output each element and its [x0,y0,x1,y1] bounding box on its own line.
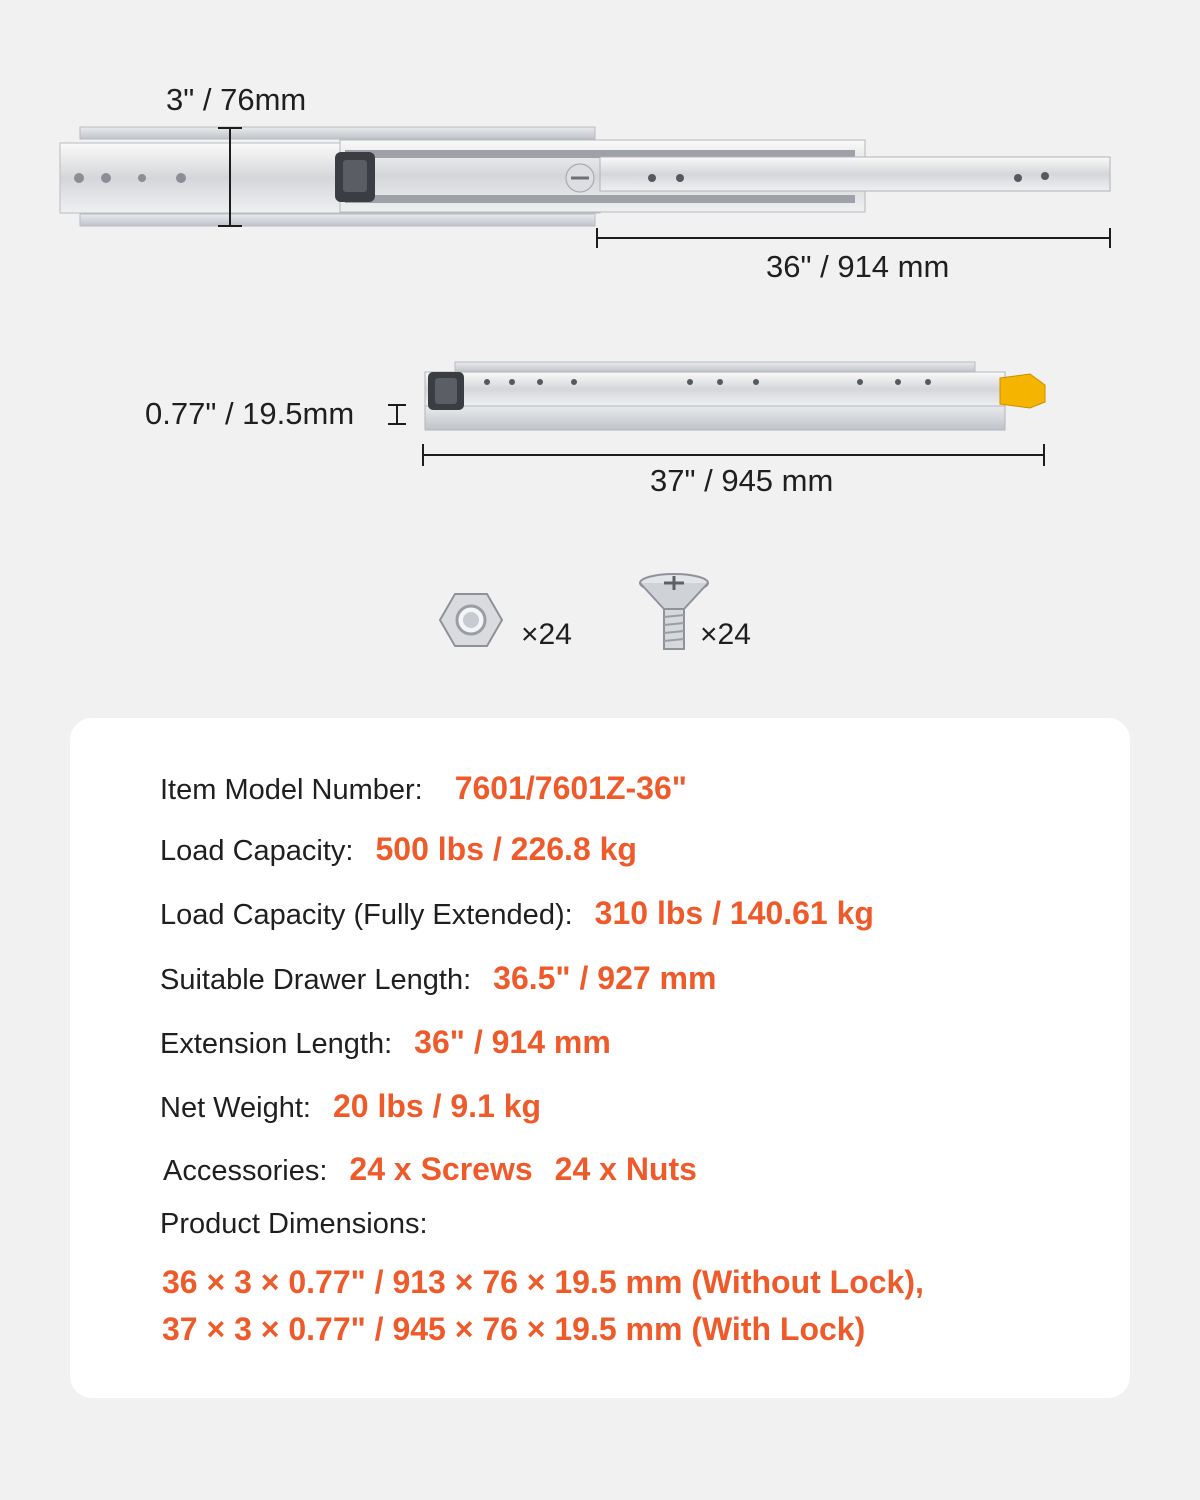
spec-value: 36.5" / 927 mm [493,960,717,996]
spec-label: Suitable Drawer Length: [160,964,472,996]
product-dimensions-with-lock: 37 × 3 × 0.77" / 945 × 76 × 19.5 mm (With Lock) [162,1311,866,1347]
height-dimension-label: 3" / 76mm [166,82,307,117]
accessories-nuts-value: 24 x Nuts [554,1151,697,1187]
spec-value: 310 lbs / 140.61 kg [594,895,874,931]
extension-dimension-label: 36" / 914 mm [766,249,950,284]
spec-row-load-capacity [160,831,637,868]
spec-value: 500 lbs / 226.8 kg [375,831,637,867]
screw-quantity: ×24 [700,618,751,651]
nut-quantity: ×24 [521,618,572,651]
spec-value: 7601/7601Z-36" [454,770,687,806]
spec-label: Extension Length: [160,1028,393,1060]
accessories-screws-value: 24 x Screws [349,1151,533,1187]
spec-row-accessories [163,1151,697,1188]
spec-row-drawer-length [160,960,716,997]
spec-label: Net Weight: [160,1092,311,1124]
spec-label: Item Model Number: [160,774,423,806]
length-dimension-label: 37" / 945 mm [650,463,834,498]
spec-row-product-dimensions [160,1208,428,1241]
specifications-card [70,718,1130,1398]
thickness-dimension-label: 0.77" / 19.5mm [145,396,355,431]
spec-value: 36" / 914 mm [414,1024,611,1060]
extended-slide-illustration [0,0,1200,300]
spec-row-model [160,770,687,807]
spec-row-load-capacity-extended [160,895,874,932]
spec-label: Product Dimensions: [160,1208,428,1240]
spec-value: 20 lbs / 9.1 kg [332,1088,542,1124]
hex-nut-icon [438,590,504,650]
spec-label: Accessories: [163,1155,328,1187]
spec-row-extension-length [160,1024,611,1061]
product-dimensions-without-lock: 36 × 3 × 0.77" / 913 × 76 × 19.5 mm (Without Lock), [162,1264,924,1300]
spec-label: Load Capacity: [160,835,354,867]
spec-row-net-weight [160,1088,541,1125]
spec-label: Load Capacity (Fully Extended): [160,899,573,931]
